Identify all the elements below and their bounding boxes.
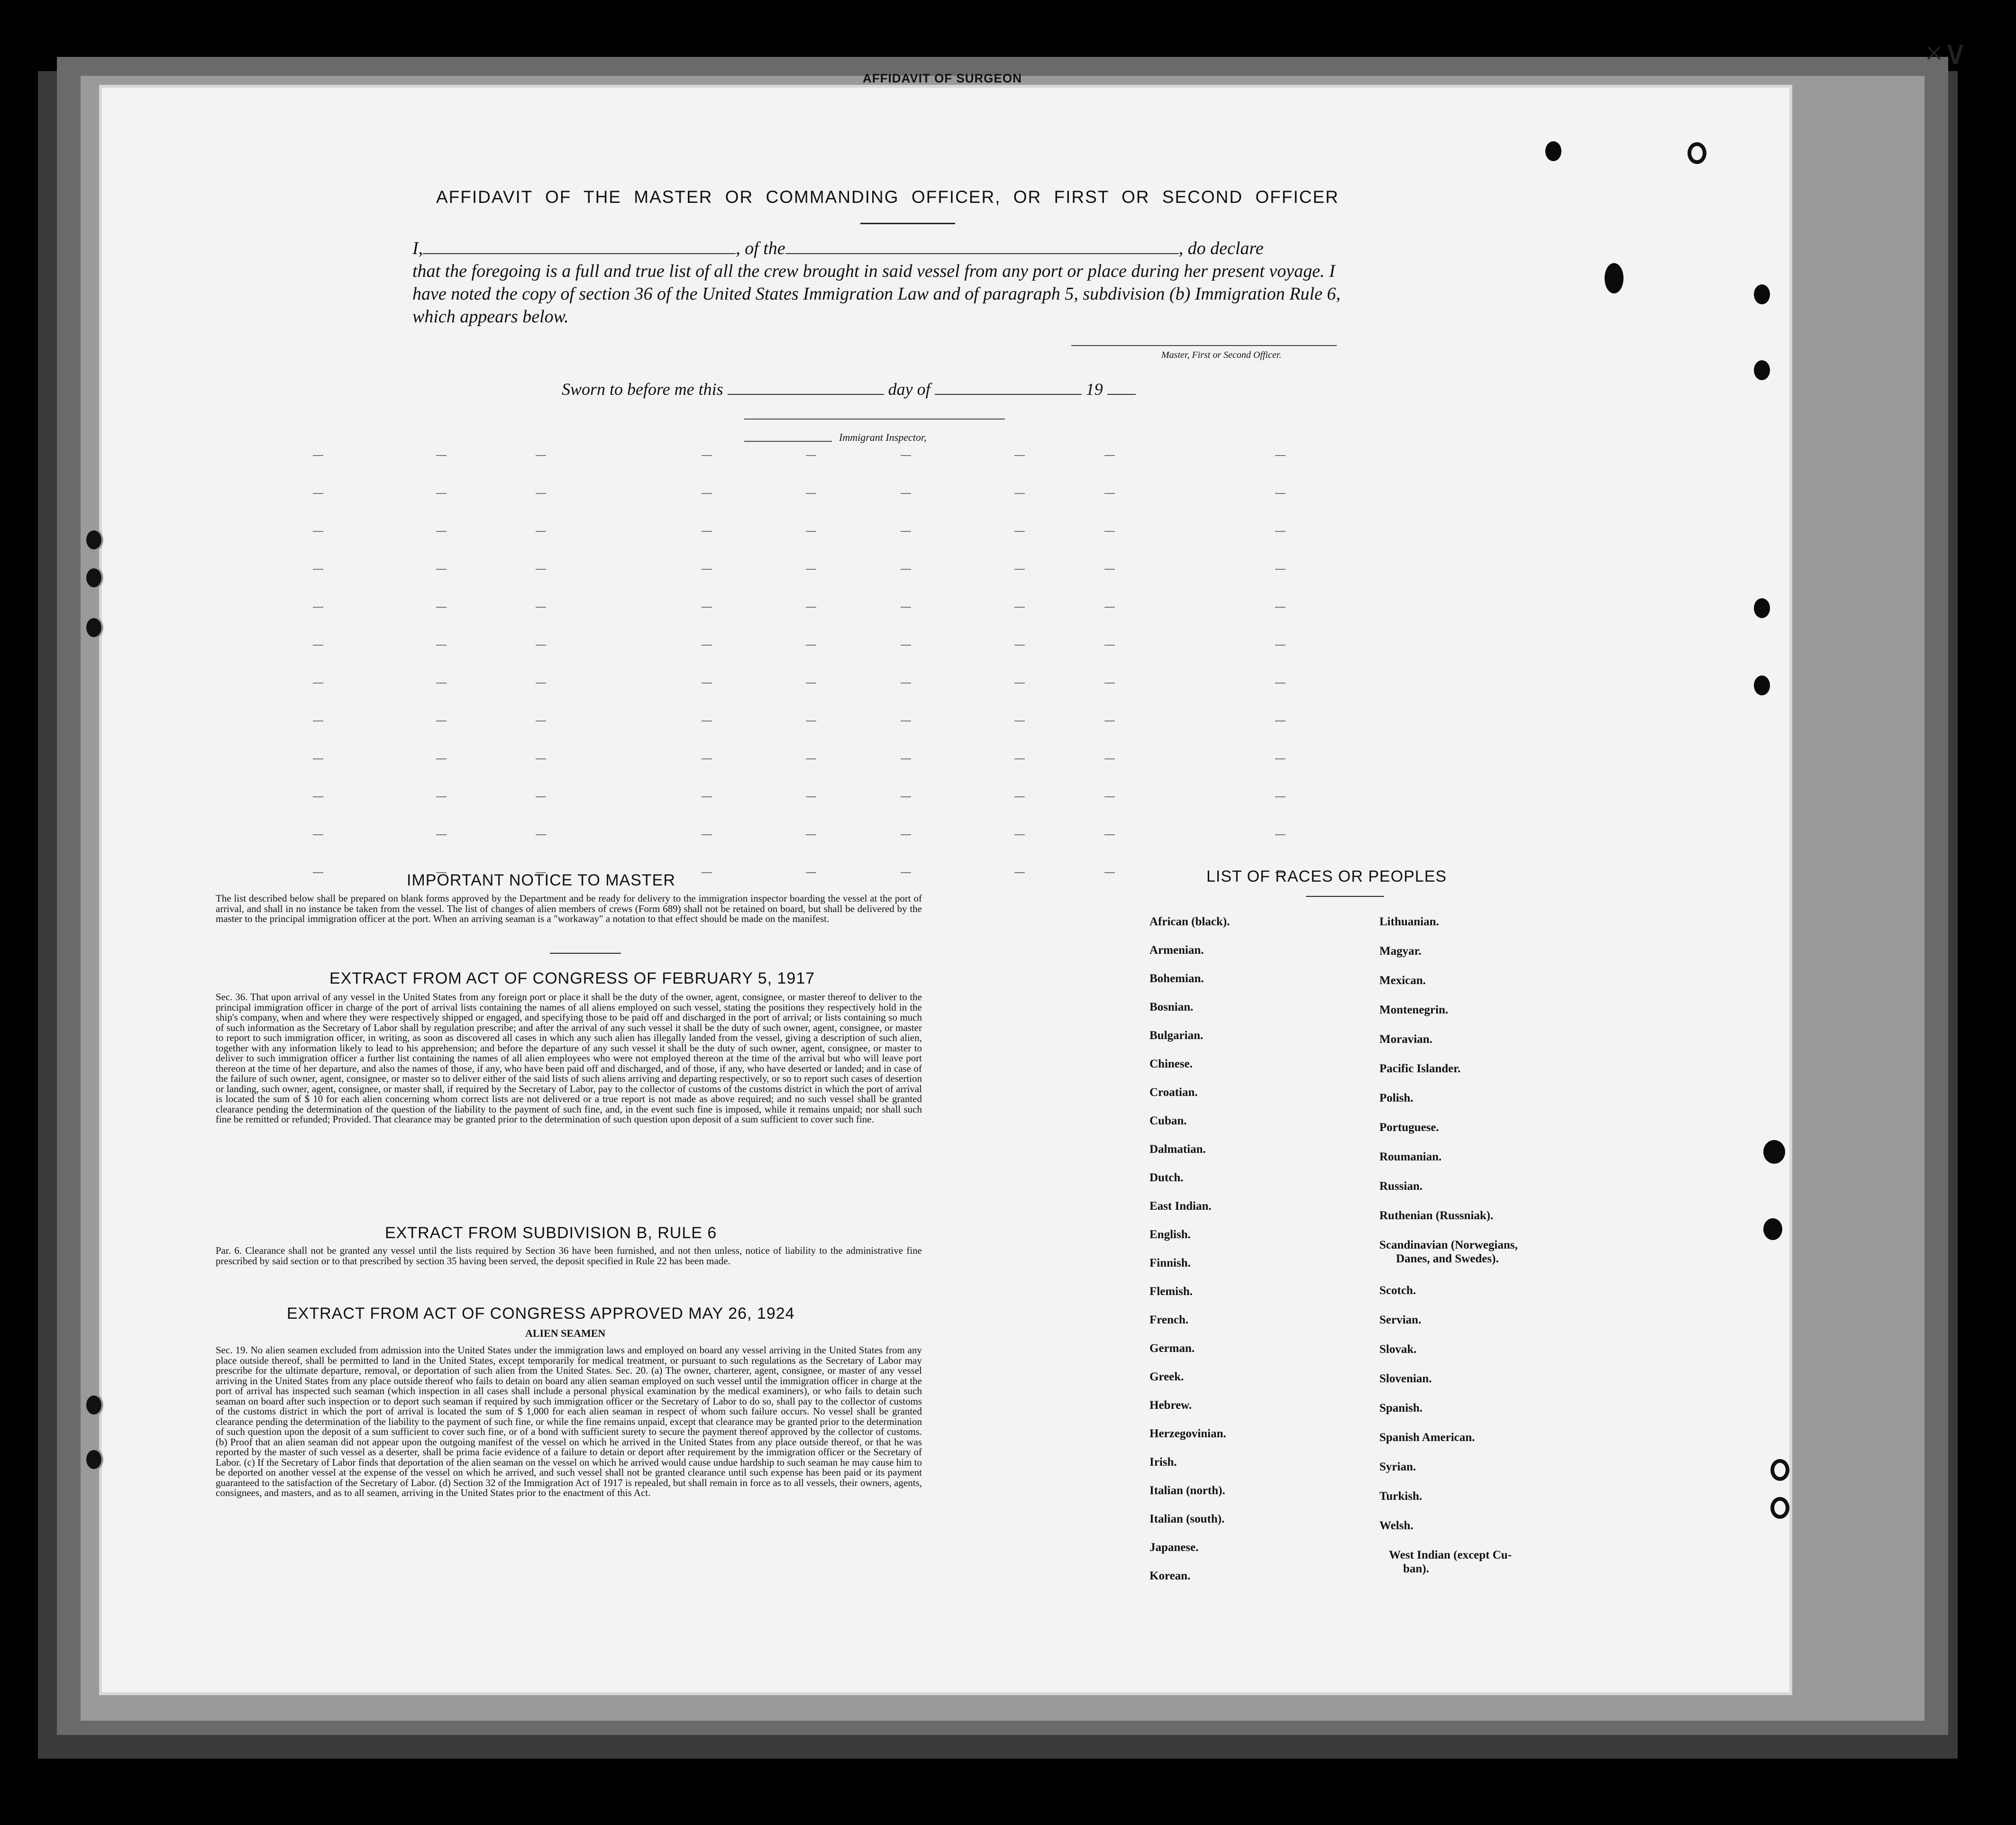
race-item: African (black). (1149, 915, 1230, 928)
ruling-dash (1014, 796, 1025, 797)
inspector-label: Immigrant Inspector, (839, 431, 927, 443)
race-item: Spanish American. (1379, 1431, 1475, 1444)
ruling-dash (436, 531, 447, 532)
ruling-dash (1014, 455, 1025, 456)
vessel-blank[interactable] (785, 253, 1179, 254)
ruling-dash (536, 493, 546, 494)
ruling-dash (1014, 493, 1025, 494)
ruling-dash (1014, 834, 1025, 835)
title-rule (860, 223, 955, 224)
name-blank[interactable] (423, 253, 736, 254)
race-item: Ruthenian (Russniak). (1379, 1209, 1494, 1222)
race-item: Dalmatian. (1149, 1143, 1206, 1156)
races-rule (1306, 896, 1384, 897)
ruling-dash (901, 607, 911, 608)
ruling-dash (1275, 493, 1286, 494)
ruling-dash (436, 645, 447, 646)
ruling-dash (1104, 796, 1115, 797)
race-item: Roumanian. (1379, 1150, 1442, 1163)
race-item: Scotch. (1379, 1284, 1416, 1297)
ruling-dash (436, 834, 447, 835)
ruling-dash (1104, 758, 1115, 759)
ruling-dash (702, 569, 712, 570)
race-item: West Indian (except Cu- (1389, 1549, 1512, 1561)
race-item: Pacific Islander. (1379, 1062, 1461, 1075)
sworn-prefix: Sworn to before me this (562, 380, 723, 399)
ruling-dash (313, 607, 323, 608)
decl-of-the: , of the (736, 238, 785, 258)
ruling-dash (702, 531, 712, 532)
ruling-dash (1275, 758, 1286, 759)
extract1-title: EXTRACT FROM ACT OF CONGRESS OF FEBRUARY 5, 1917 (329, 969, 815, 987)
ruling-dash (1275, 455, 1286, 456)
ruling-dash (536, 758, 546, 759)
ruling-dash (436, 455, 447, 456)
race-item: Turkish. (1379, 1490, 1423, 1503)
punch-hole-ring (1770, 1497, 1789, 1519)
ruling-dash (436, 569, 447, 570)
ruling-dash (436, 607, 447, 608)
extract2-text: Par. 6. Clearance shall not be granted any vessel until the lists required by Section 36 have been furnished, and not then unless, notice of liability to the administrative fine prescribed by said section or to that prescribed by section 35 having been served, the deposit specified in Rule 22 has been made. (216, 1245, 922, 1267)
ruling-dash (806, 455, 816, 456)
punch-hole (1545, 141, 1561, 161)
race-item: Chinese. (1149, 1058, 1193, 1070)
punch-hole-left (84, 1448, 103, 1471)
extract1-text: Sec. 36. That upon arrival of any vessel in the United States from any foreign port or place it shall be the duty of the owner, agent, consignee, or master thereof to deliver to the principal immigration officer in charge of the port of arrival lists containing the names of all aliens employed on such vessel, stating the positions they respectively hold in the ship's company, when and where they were respectively shipped or engaged, and specifying those to be paid off and discharged in the port of arrival; or lists containing so much of such information as the Secretary of Labor shall by regulation prescribe; and after the arrival of any such vessel it shall be the duty of such owner, agent, consignee, or master to report to such immigration officer, in writing, as soon as discovered all cases in which any such alien has illegally landed from the vessel, giving a description of such alien, together with any information likely to lead to his apprehension; and before the departure of any such vessel it shall be the duty of such owner, agent, consignee, or master to deliver to such immigration officer a further list containing the names of all alien employees who were not employed thereon at the time of the arrival but who will leave port thereon at the time of her departure, and also the names of those, if any, who have been paid off and discharged, and of those, if any, who have deserted or landed; and in case of the failure of such owner, agent, consignee, or master so to deliver either of the said lists of such aliens arriving and departing respectively, or so to report such cases of desertion or landing, such owner, agent, consignee, or master shall, if required by the Secretary of Labor, pay to the collector of customs of the customs district in which the port of arrival is located the sum of $ 10 for each alien concerning whom correct lists are not delivered or a true report is not made as above required; and no such vessel shall be granted clearance pending the determination of the question of the liability to the payment of such fine, and, in the event such fine is imposed, while it remains unpaid; nor shall such fine be remitted or refunded; Provided. That clearance may be granted prior to the determination of such question upon deposit of a sum sufficient to cover such fine. (216, 991, 922, 1125)
ruling-dash (313, 531, 323, 532)
punch-hole-ring (1688, 142, 1706, 164)
race-item: Irish. (1149, 1456, 1177, 1469)
ruling-dash (1275, 569, 1286, 570)
inspector-line-short (744, 441, 832, 442)
ruling-dash (1014, 872, 1025, 873)
header-tab: AFFIDAVIT OF SURGEON (863, 71, 1022, 85)
race-item: Syrian. (1379, 1460, 1416, 1473)
affidavit-title: AFFIDAVIT OF THE MASTER OR COMMANDING OFFICER, OR FIRST OR SECOND OFFICER (436, 187, 1339, 207)
punch-hole (1763, 1218, 1782, 1240)
race-item: Japanese. (1149, 1541, 1199, 1554)
race-item: Dutch. (1149, 1171, 1184, 1184)
ruling-dash (901, 569, 911, 570)
race-item: Greek. (1149, 1370, 1184, 1383)
ruling-dash (702, 834, 712, 835)
punch-hole-left (84, 1394, 103, 1416)
ruling-dash (1275, 683, 1286, 684)
ruling-dash (806, 569, 816, 570)
punch-hole (1605, 263, 1624, 293)
race-item: Croatian. (1149, 1086, 1198, 1099)
ruling-dash (436, 758, 447, 759)
ruling-dash (1104, 531, 1115, 532)
race-item: Russian. (1379, 1180, 1423, 1193)
race-item: Polish. (1379, 1092, 1414, 1104)
ruling-dash (1014, 607, 1025, 608)
ruling-dash (1275, 531, 1286, 532)
ruling-dash (806, 683, 816, 684)
race-item: Cuban. (1149, 1114, 1187, 1127)
race-item: Slovenian. (1379, 1372, 1432, 1385)
punch-hole-ring (1770, 1459, 1789, 1481)
ruling-dash (313, 834, 323, 835)
race-item: ban). (1403, 1562, 1429, 1575)
ruling-dash (1014, 531, 1025, 532)
race-item: Portuguese. (1379, 1121, 1439, 1134)
ruling-dash (1275, 796, 1286, 797)
ruling-dash (313, 645, 323, 646)
punch-hole (1763, 1140, 1785, 1164)
ruling-dash (536, 455, 546, 456)
ruling-dash (1104, 607, 1115, 608)
race-item: Italian (south). (1149, 1513, 1225, 1525)
ruling-dash (702, 683, 712, 684)
race-item: Korean. (1149, 1570, 1191, 1582)
punch-hole (1754, 598, 1770, 618)
notice-rule (550, 953, 621, 954)
ruling-dash (313, 758, 323, 759)
declaration-first-line (412, 237, 1360, 260)
ruling-dash (436, 493, 447, 494)
punch-hole (1754, 284, 1770, 304)
ruling-dash (1104, 645, 1115, 646)
race-item: Magyar. (1379, 945, 1422, 958)
ruling-dash (901, 493, 911, 494)
race-item: Slovak. (1379, 1343, 1417, 1356)
ruling-dash (901, 531, 911, 532)
race-item: Spanish. (1379, 1402, 1423, 1414)
extract3-subtitle: ALIEN SEAMEN (525, 1327, 606, 1339)
ruling-dash (536, 796, 546, 797)
ruling-dash (901, 872, 911, 873)
ruling-dash (901, 455, 911, 456)
race-item: East Indian. (1149, 1200, 1212, 1213)
sworn-day: day of (888, 380, 930, 399)
ruling-dash (702, 872, 712, 873)
race-item: Moravian. (1379, 1033, 1432, 1046)
decl-i: I, (412, 238, 423, 258)
race-item: Scandinavian (Norwegians, (1379, 1239, 1518, 1251)
punch-hole-left (84, 529, 103, 551)
extract3-title: EXTRACT FROM ACT OF CONGRESS APPROVED MAY 26, 1924 (287, 1305, 795, 1323)
sworn-line (562, 379, 1136, 399)
race-item: Italian (north). (1149, 1484, 1225, 1497)
ruling-dash (702, 645, 712, 646)
affidavit-declaration (412, 237, 1360, 328)
ruling-dash (806, 758, 816, 759)
ruling-dash (536, 834, 546, 835)
race-item: Bosnian. (1149, 1001, 1194, 1013)
race-item: Lithuanian. (1379, 915, 1439, 928)
notice-text: The list described below shall be prepared on blank forms approved by the Department and be ready for delivery to the immigration inspector boarding the vessel at the port of arrival, and shall in no instance be taken from the vessel. The list of changes of alien members of crews (Form 689) shall not be retained on board, but shall be delivered by the master to the principal immigration officer at the port. When an arriving seaman is a "workaway" a notation to that effect should be made on the manifest. (216, 893, 922, 924)
ruling-dash (901, 645, 911, 646)
ruling-dash (1014, 569, 1025, 570)
ruling-dash (1104, 834, 1115, 835)
race-item: Bohemian. (1149, 972, 1204, 985)
ruling-dash (313, 872, 323, 873)
race-item: Mexican. (1379, 974, 1426, 987)
sworn-month-blank[interactable] (935, 394, 1082, 395)
ruling-dash (536, 607, 546, 608)
ruling-dash (1014, 758, 1025, 759)
race-item: Herzegovinian. (1149, 1427, 1226, 1440)
ruling-dash (536, 683, 546, 684)
ruling-dash (806, 834, 816, 835)
ruling-dash (806, 493, 816, 494)
race-item: Welsh. (1379, 1519, 1414, 1532)
ruling-dash (313, 455, 323, 456)
sworn-year: 19 (1086, 380, 1103, 399)
punch-hole-left (84, 566, 103, 589)
ruling-dash (1275, 834, 1286, 835)
race-item: German. (1149, 1342, 1195, 1355)
ruling-dash (1104, 493, 1115, 494)
race-item: Servian. (1379, 1314, 1422, 1326)
ruling-dash (1104, 569, 1115, 570)
ruling-dash (702, 455, 712, 456)
ruling-dash (806, 645, 816, 646)
declaration-body: that the foregoing is a full and true list of all the crew brought in said vessel from any port or place during her present voyage. I have noted the copy of section 36 of the United States Immigration Law and of paragraph 5, subdivision (b) Immigration Rule 6, which appears below. (412, 261, 1341, 327)
corner-handwritten-mark: ×∨ (1925, 35, 1968, 72)
ruling-dash (702, 796, 712, 797)
race-item: Bulgarian. (1149, 1029, 1204, 1042)
races-title: LIST OF RACES OR PEOPLES (1206, 867, 1447, 885)
punch-hole-left (84, 616, 103, 639)
ruling-dash (313, 493, 323, 494)
race-item: Flemish. (1149, 1285, 1193, 1298)
ruling-dash (901, 796, 911, 797)
race-item: English. (1149, 1228, 1191, 1241)
race-item: French. (1149, 1314, 1189, 1326)
ruling-dash (436, 683, 447, 684)
ruling-dash (1104, 872, 1115, 873)
ruling-dash (806, 531, 816, 532)
extract2-title: EXTRACT FROM SUBDIVISION B, RULE 6 (385, 1224, 717, 1242)
signature-label: Master, First or Second Officer. (1161, 350, 1282, 360)
ruling-dash (901, 683, 911, 684)
race-item: Finnish. (1149, 1257, 1191, 1269)
extract3-text: Sec. 19. No alien seamen excluded from admission into the United States under the immigration laws and employed on board any vessel arriving in the United States from any place outside thereof, shall be permitted to land in the United States, except temporarily for medical treatment, or pursuant to such regulations as the Secretary of Labor may prescribe for the ultimate departure, removal, or deportation of such alien from the United States. Sec. 20. (a) The owner, charterer, agent, consignee, or master of any vessel arriving in the United States from any place outside thereof who fails to detain on board any alien seaman employed on such vessel until the immigration officer in charge at the port of arrival has inspected such seaman (which inspection in all cases shall include a personal physical examination by the medical examiners), or who fails to detain such seaman on board after such inspection or to deport such seaman if required by such immigration officer or the Secretary of Labor to do so, shall pay to the collector of customs of the customs district in which the port of arrival is located the sum of $ 1,000 for each alien seaman in respect of whom such failure occurs. No vessel shall be granted clearance pending the determination of the liability to the payment of such fine, or while the fine remains unpaid, except that clearance may be granted prior to the determination of such question upon the deposit of a sum sufficient to cover such fine, or of a bond with sufficient surety to secure the payment thereof approved by the collector of customs. (b) Proof that an alien seaman did not appear upon the outgoing manifest of the vessel on which he arrived in the United States from any place outside thereof, or that he was reported by the master of such vessel as a deserter, shall be prima facie evidence of a failure to detain or deport after requirement by the immigration officer or the Secretary of Labor. (c) If the Secretary of Labor finds that deportation of the alien seaman on the vessel on which he arrived would cause undue hardship to such seaman he may cause him to be deported on another vessel at the expense of the vessel on which he arrived, and such vessel shall not be granted clearance until such expense has been paid or its payment guaranteed to the satisfaction of the Secretary of Labor. (d) Section 32 of the Immigration Act of 1917 is repealed, but shall remain in force as to all vessels, their owners, agents, consignees, and masters, and as to all seamen, arriving in the United States prior to the enactment of this Act. (216, 1344, 922, 1498)
ruling-dash (806, 872, 816, 873)
signature-line[interactable] (1071, 345, 1337, 346)
ruling-dash (806, 607, 816, 608)
race-item: Hebrew. (1149, 1399, 1192, 1412)
punch-hole (1754, 360, 1770, 380)
race-item: Danes, and Swedes). (1396, 1252, 1499, 1265)
ruling-dash (313, 683, 323, 684)
ruling-dash (313, 796, 323, 797)
ruling-dash (702, 758, 712, 759)
sworn-date-blank[interactable] (728, 394, 884, 395)
punch-hole (1754, 675, 1770, 695)
ruling-dash (1104, 683, 1115, 684)
ruling-dash (806, 796, 816, 797)
ruling-dash (313, 569, 323, 570)
ruling-dash (901, 758, 911, 759)
sworn-year-blank[interactable] (1107, 394, 1136, 395)
ruling-dash (1275, 607, 1286, 608)
inspector-signature-line[interactable] (744, 419, 1005, 420)
ruling-dash (436, 796, 447, 797)
ruling-dash (536, 531, 546, 532)
ruling-dash (1014, 683, 1025, 684)
ruling-dash (901, 834, 911, 835)
ruling-dash (1104, 455, 1115, 456)
race-item: Montenegrin. (1379, 1004, 1449, 1016)
notice-title: IMPORTANT NOTICE TO MASTER (407, 871, 675, 889)
race-item: Armenian. (1149, 944, 1204, 957)
decl-do-declare: , do declare (1178, 238, 1264, 258)
ruling-dash (702, 493, 712, 494)
ruling-dash (1014, 645, 1025, 646)
ruling-dash (1275, 645, 1286, 646)
ruling-dash (536, 569, 546, 570)
ruling-dash (536, 645, 546, 646)
ruling-dash (702, 607, 712, 608)
